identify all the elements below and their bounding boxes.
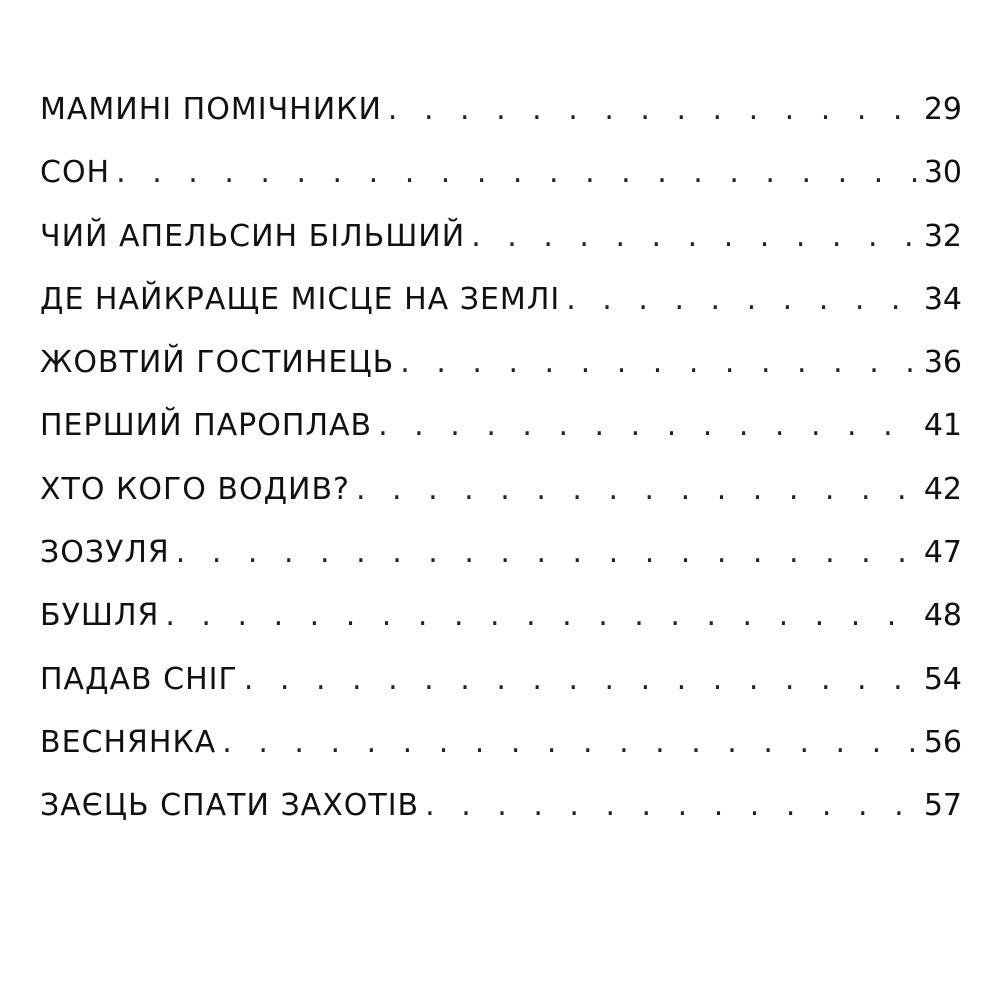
toc-entry-title: СОН (40, 155, 111, 191)
toc-entry-title: ПАДАВ СНІГ (40, 661, 238, 697)
toc-entry (40, 282, 962, 345)
toc-entry (40, 662, 962, 725)
toc-entry-title: ХТО КОГО ВОДИВ? (40, 471, 350, 507)
toc-entry (40, 535, 962, 598)
toc-entry (40, 472, 962, 535)
toc-entry-page-number: 30 (923, 155, 962, 191)
toc-entry-title: ЗОЗУЛЯ (40, 535, 170, 571)
toc-entry-title: ВЕСНЯНКА (40, 724, 217, 760)
toc-entry (40, 788, 962, 851)
toc-entry-page-number: 41 (923, 408, 962, 444)
toc-entry-page-number: 54 (923, 661, 962, 697)
dot-leader (165, 598, 919, 633)
toc-entry-title: БУШЛЯ (40, 598, 160, 634)
toc-entry-page-number: 42 (923, 471, 962, 507)
toc-entry-title: ДЕ НАЙКРАЩЕ МІСЦЕ НА ЗЕМЛІ (40, 281, 561, 317)
dot-leader (356, 472, 920, 507)
dot-leader (116, 155, 920, 190)
toc-entry (40, 598, 962, 661)
toc-entry-title: МАМИНІ ПОМІЧНИКИ (40, 92, 382, 127)
toc-entry (40, 725, 962, 788)
dot-leader (471, 219, 920, 254)
toc-entry-page-number: 32 (923, 218, 962, 254)
dot-leader (222, 725, 920, 760)
toc-entry-title: ЗАЄЦЬ СПАТИ ЗАХОТІВ (40, 788, 420, 824)
toc-entry (40, 155, 962, 218)
dot-leader (400, 345, 920, 380)
toc-entry-title: ЧИЙ АПЕЛЬСИН БІЛЬШИЙ (40, 218, 466, 254)
toc-entry-page-number: 34 (923, 281, 962, 317)
dot-leader (388, 92, 920, 127)
dot-leader (176, 535, 920, 570)
dot-leader (566, 282, 920, 317)
dot-leader (378, 408, 920, 443)
toc-entry-page-number: 47 (923, 535, 962, 571)
toc-entry (40, 408, 962, 471)
dot-leader (244, 662, 920, 697)
dot-leader (425, 788, 920, 823)
toc-entry (40, 345, 962, 408)
table-of-contents (40, 92, 962, 852)
toc-entry-page-number: 48 (923, 598, 962, 634)
toc-entry-page-number: 29 (923, 92, 962, 127)
toc-entry (40, 219, 962, 282)
toc-entry-page-number: 56 (923, 724, 962, 760)
toc-entry-title: ПЕРШИЙ ПАРОПЛАВ (40, 408, 373, 444)
toc-entry (40, 92, 962, 155)
toc-entry-page-number: 57 (923, 788, 962, 824)
toc-entry-page-number: 36 (923, 345, 962, 381)
toc-entry-title: ЖОВТИЙ ГОСТИНЕЦЬ (40, 345, 395, 381)
